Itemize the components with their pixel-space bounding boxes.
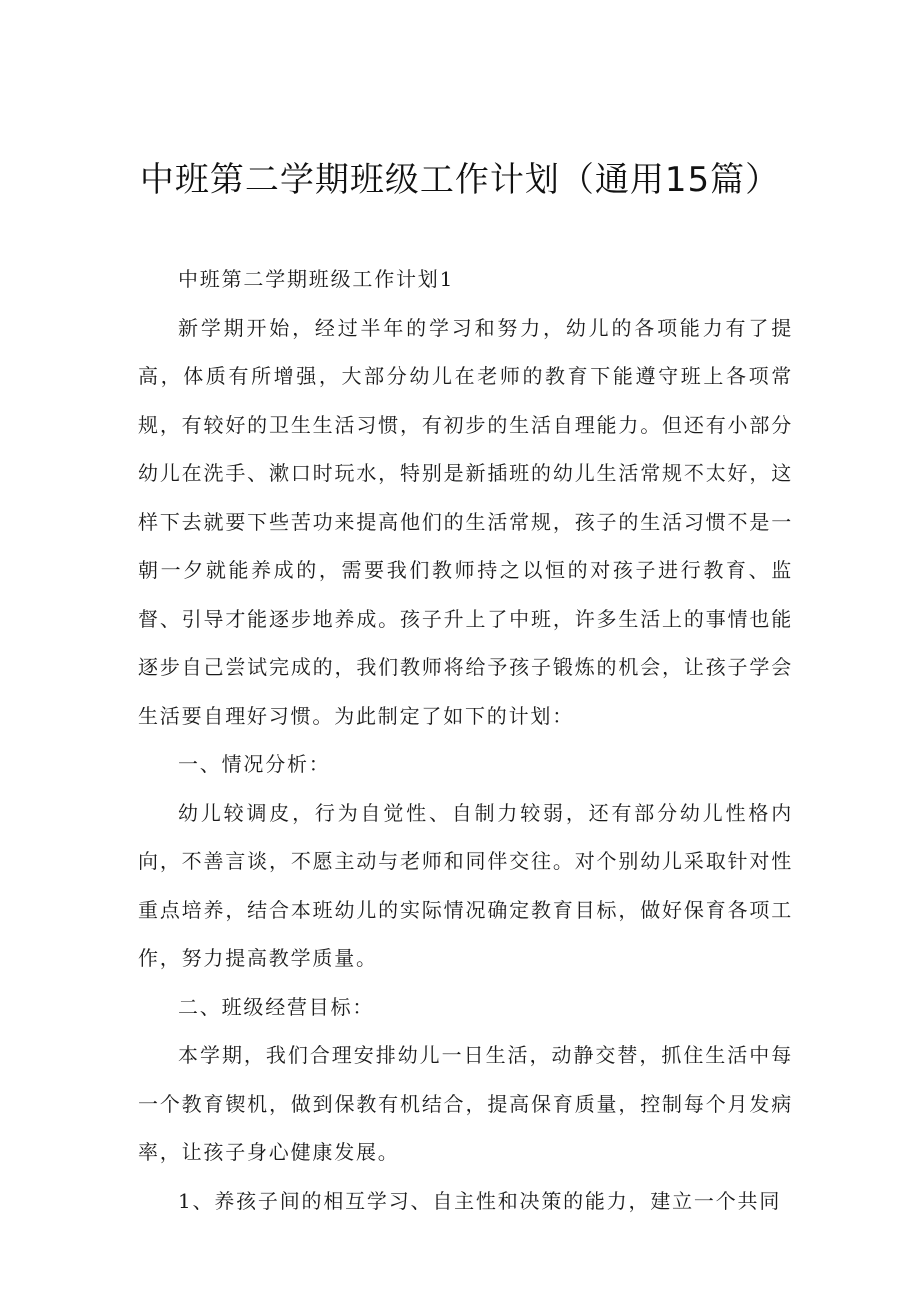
section-heading-class-goals: 二、班级经营目标： [178,994,375,1019]
section-heading-situation-analysis: 一、情况分析： [178,752,331,776]
goal-item-1: 1、养孩子间的相互学习、自主性和决策的能力，建立一个共同 [178,1188,782,1213]
document-body [138,255,793,1225]
class-goals-paragraph: 本学期，我们合理安排幼儿一日生活，动静交替，抓住生活中每一个教育锲机，做到保教有机结合，提高保育质量，控制每个月发病率，让孩子身心健康发展。 [138,1043,793,1164]
document-title: 中班第二学期班级工作计划（通用15篇） [139,160,781,200]
situation-analysis-paragraph: 幼儿较调皮，行为自觉性、自制力较弱，还有部分幼儿性格内向，不善言谈，不愿主动与老师和同伴交往。对个别幼儿采取针对性重点培养，结合本班幼儿的实际情况确定教育目标，做好保育各项工作，努力提高教学质量。 [138,800,793,970]
section-heading-plan-1: 中班第二学期班级工作计划1 [178,267,455,291]
intro-paragraph: 新学期开始，经过半年的学习和努力，幼儿的各项能力有了提高，体质有所增强，大部分幼儿在老师的教育下能遵守班上各项常规，有较好的卫生生活习惯，有初步的生活自理能力。但还有小部分幼儿在洗手、漱口时玩水，特别是新插班的幼儿生活常规不太好，这样下去就要下些苦功来提高他们的生活常规，孩子的生活习惯不是一朝一夕就能养成的，需要我们教师持之以恒的对孩子进行教育、监督、引导才能逐步地养成。孩子升上了中班，许多生活上的事情也能逐步自己尝试完成的，我们教师将给予孩子锻炼的机会，让孩子学会生活要自理好习惯。为此制定了如下的计划： [138,315,793,728]
